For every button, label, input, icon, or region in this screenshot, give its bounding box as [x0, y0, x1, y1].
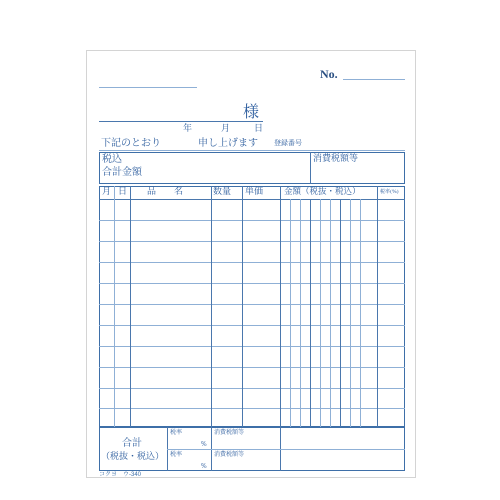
amount-digit-line	[310, 199, 311, 427]
header-quantity: 数量	[213, 187, 232, 197]
product-code: コクヨ ウ-340	[99, 472, 142, 478]
total-box-divider	[310, 152, 311, 184]
date-year-label: 年	[183, 124, 193, 134]
col-line-month	[114, 186, 115, 427]
amount-digit-line	[290, 199, 291, 427]
number-underline	[343, 79, 405, 80]
footer-percent-2: %	[201, 463, 207, 470]
amount-digit-line	[330, 199, 331, 427]
col-line-tax-rate	[377, 186, 378, 427]
header-amount: 金額（税抜・税込）	[284, 187, 361, 197]
header-item: 品 名	[147, 187, 184, 197]
amount-digit-line	[360, 199, 361, 427]
phrase-right: 申し上げます	[198, 138, 258, 149]
col-line-unit-price	[280, 186, 281, 427]
amount-digit-line	[320, 199, 321, 427]
addressee-suffix: 様	[243, 102, 260, 121]
header-unit-price: 単価	[245, 187, 264, 197]
amount-digit-line	[340, 199, 341, 427]
header-day: 日	[118, 187, 128, 197]
footer-tax-label-2: 消費税額等	[214, 451, 245, 458]
col-line-day	[130, 186, 131, 427]
phrase-underline	[99, 150, 405, 151]
footer-total-label: 合計	[122, 438, 142, 449]
total-box-label-1: 税込	[102, 154, 122, 165]
header-tax-rate: 税率(%)	[380, 189, 399, 195]
footer-total-sub: （税抜・税込）	[101, 452, 165, 462]
footer-mid-line	[167, 449, 405, 450]
col-line-item	[211, 186, 212, 427]
addressee-line-2	[99, 121, 263, 122]
number-label: No.	[320, 67, 338, 81]
footer-rate-label-2: 税率	[170, 451, 183, 458]
date-month-label: 月	[221, 124, 231, 134]
footer-rate-label-1: 税率	[170, 429, 183, 436]
addressee-line-1	[99, 87, 197, 88]
phrase-left: 下記のとおり	[101, 138, 161, 149]
col-line-quantity	[242, 186, 243, 427]
total-box-label-2: 合計金額	[102, 167, 142, 178]
header-month: 月	[102, 187, 112, 197]
amount-digit-line	[300, 199, 301, 427]
amount-digit-line	[350, 199, 351, 427]
total-amount-box	[99, 152, 405, 184]
invoice-form-sheet	[86, 50, 416, 478]
footer-percent-1: %	[201, 441, 207, 448]
registration-label: 登録番号	[274, 139, 302, 147]
total-box-tax-label: 消費税額等	[313, 154, 359, 164]
date-day-label: 日	[254, 124, 264, 134]
footer-tax-label-1: 消費税額等	[214, 429, 245, 436]
